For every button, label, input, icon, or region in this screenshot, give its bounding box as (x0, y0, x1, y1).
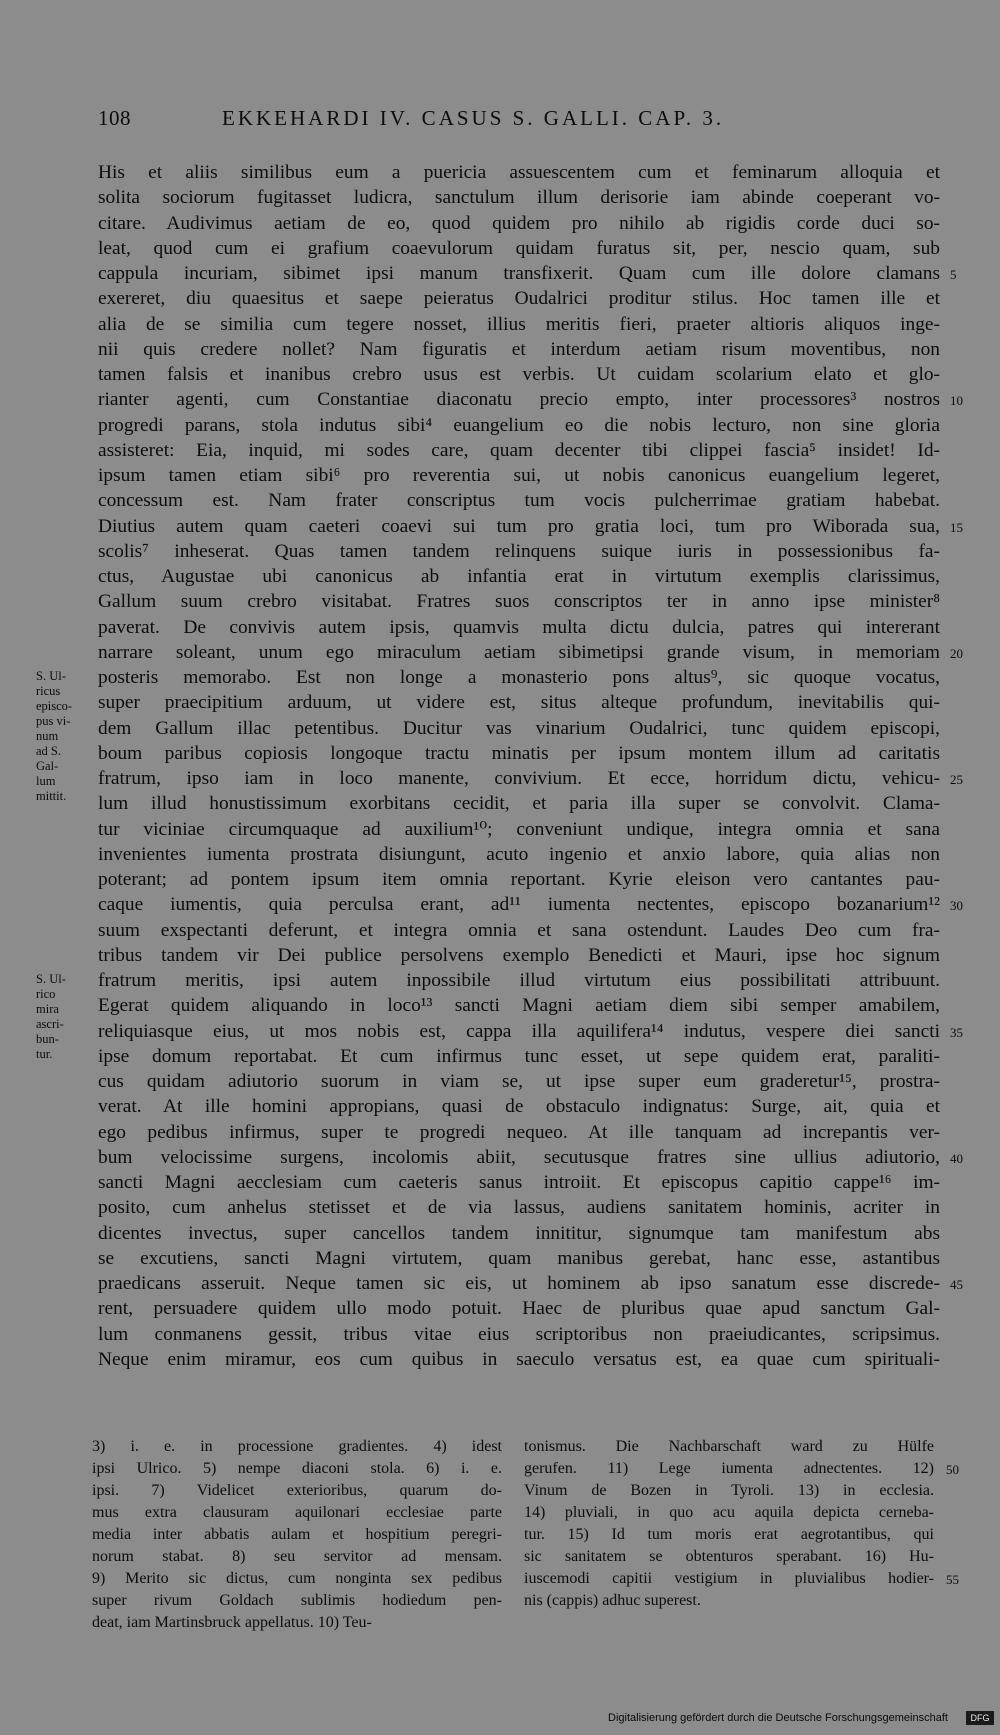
text-line: rent, persuadere quidem ullo modo potuit. Haec de pluribus quae apud sanctum Gal- (98, 1298, 940, 1320)
footnote-line: nis (cappis) adhuc superest. (524, 1592, 701, 1609)
line-number: 30 (950, 898, 963, 914)
text-line: narrare soleant, unum ego miraculum aetiam sibimetipsi grande visum, in memoriam (98, 641, 940, 663)
text-line: invenientes iumenta prostrata disiungunt, acuto ingenio et anxio labore, quia alias non (98, 843, 940, 865)
line-number: 10 (950, 393, 963, 409)
text-line: exereret, diu quaesitus et saepe peieratus Oudalrici proditur stilus. Hoc tamen ille et (98, 288, 940, 310)
text-line: ipsum tamen etiam sibi⁶ pro reverentia sui, ut nobis canonicus euangelium legeret, (98, 465, 940, 486)
line-number: 40 (950, 1150, 963, 1166)
line-number: 55 (946, 1572, 959, 1587)
text-line: solita sociorum fugitasset ludicra, sanctulum illum derisorie iam abinde coeperant vo- (98, 187, 940, 209)
digitization-credit: Digitalisierung gefördert durch die Deutsche Forschungsgemeinschaft (608, 1712, 948, 1724)
text-line: Egerat quidem aliquando in loco¹³ sancti Magni aetiam diem sibi semper amabilem, (98, 995, 940, 1017)
dfg-logo: DFG (966, 1711, 994, 1725)
text-line: suum exspectanti deferunt, et integra omnia et sana ostendunt. Laudes Deo cum fra- (98, 919, 940, 941)
text-line: caque iumentis, quia perculsa erant, ad¹¹ iumenta nectentes, episcopo bozanarium¹² (98, 894, 940, 916)
main-text (98, 160, 940, 1372)
text-line: cus quidam adiutorio suorum in viam se, ut ipse super eum graderetur¹⁵, prostra- (98, 1071, 940, 1092)
text-line: Diutius autem quam caeteri coaevi sui tum pro gratia loci, tum pro Wiborada sua, (98, 515, 940, 537)
line-number: 5 (950, 267, 957, 282)
footnote-line: media inter abbatis aulam et hospitium peregri- (92, 1526, 502, 1543)
footnote-line: Vinum de Bozen in Tyroli. 13) in ecclesia. (524, 1482, 934, 1499)
text-line: ego pedibus infirmus, super te progredi nequeo. At ille tanquam ad increpantis ver- (98, 1121, 940, 1143)
page-header (96, 106, 818, 134)
text-line: posteris memorabo. Est non longe a monasterio pons altus⁹, sic quoque vocatus, (98, 667, 940, 688)
text-line: super praecipitium arduum, ut videre est, situs alteque profundum, inevitabilis qui- (98, 692, 940, 714)
marginal-note: S. Ul- ricus episco- pus vi- num ad S. Gal- lum mittit. (36, 669, 73, 803)
text-line: scolis⁷ inheserat. Quas tamen tandem relinquens suique iuris in possessionibus fa- (98, 540, 940, 562)
line-number: 15 (950, 519, 963, 535)
footnote-line: 3) i. e. in processione gradientes. 4) idest (92, 1438, 502, 1455)
footnote-line: gerufen. 11) Lege iumenta adnectentes. 12) (524, 1460, 934, 1477)
text-line: ipse domum reportabat. Et cum infirmus tunc esset, ut sepe quidem erat, paraliti- (98, 1045, 940, 1067)
footnote-line: ipsi. 7) Videlicet exterioribus, quarum do- (92, 1482, 502, 1499)
text-line: leat, quod cum ei grafium coaevulorum quidam furatus sit, per, nescio quam, sub (98, 237, 940, 259)
marginal-note: S. Ul- rico mira ascri- bun- tur. (36, 972, 66, 1061)
text-line: rianter agenti, cum Constantiae diaconatu precio empto, inter processores³ nostros (98, 389, 940, 411)
footnote-line: mus extra clausuram aquilonari ecclesiae parte (92, 1504, 502, 1521)
text-line: lum illud honustissimum exorbitans cecidit, et paria illa super se convolvit. Clama- (98, 793, 940, 815)
footnote-line: tonismus. Die Nachbarschaft ward zu Hülfe (524, 1438, 934, 1455)
text-line: His et aliis similibus eum a puericia assuescentem cum et feminarum alloquia et (98, 162, 940, 183)
footnote-line: sic sanitatem se obtenturos sperabant. 16) Hu- (524, 1548, 934, 1565)
footnote-line: 9) Merito sic dictus, cum nonginta sex pedibus (92, 1570, 502, 1587)
text-line: tamen falsis et inanibus crebro usus est verbis. Ut cuidam scolarium elato et glo- (98, 364, 940, 385)
text-line: Gallum suum crebro visitabat. Fratres suos conscriptos ter in anno ipse minister⁸ (98, 591, 940, 613)
text-line: praedicans asseruit. Neque tamen sic eis, ut hominem ab ipso sanatum esse discrede- (98, 1273, 940, 1294)
text-line: boum paribus copiosis longoque tractu minatis per ipsum montem illum ad caritatis (98, 742, 940, 764)
footnote-line: super rivum Goldach sublimis hodiedum pen- (92, 1592, 502, 1609)
line-number: 25 (950, 772, 963, 787)
text-line: cappula incuriam, sibimet ipsi manum transfixerit. Quam cum ille dolore clamans (98, 263, 940, 284)
text-line: fratrum, ipso iam in loco manente, convivium. Et ecce, horridum dictu, vehicu- (98, 768, 940, 789)
text-line: verat. At ille homini appropians, quasi de obstaculo indignatus: Surge, ait, quia et (98, 1096, 940, 1118)
text-line: nii quis credere nollet? Nam figuratis et interdum aetiam risum moventibus, non (98, 338, 940, 360)
text-line: dem Gallum illac petentibus. Ducitur vas vinarium Oudalrici, tunc quidem episcopi, (98, 717, 940, 739)
text-line: concessum est. Nam frater conscriptus tum vocis pulcherrimae gratiam habebat. (98, 490, 940, 512)
running-title: EKKEHARDI IV. CASUS S. GALLI. CAP. 3. (222, 106, 725, 130)
text-line: posito, cum anhelus stetisset et de via lassus, audiens sanitatem hominis, acriter in (98, 1197, 940, 1219)
text-line: ctus, Augustae ubi canonicus ab infantia erat in virtutum exemplis clarissimus, (98, 566, 940, 587)
text-line: lum conmanens gessit, tribus vitae eius scriptoribus non praeiudicantes, scripsimus. (98, 1323, 940, 1345)
text-line: tur viciniae circumquaque ad auxilium¹⁰; conveniunt undique, integra omnia et sana (98, 818, 940, 840)
text-line: paverat. De convivis autem ipsis, quamvis multa dictu dulcia, patres qui intererant (98, 616, 940, 638)
text-line: tribus tandem vir Dei publice persolvens exemplo Benedicti et Mauri, ipse hoc signum (98, 944, 940, 966)
footnote-line: ipsi Ulrico. 5) nempe diaconi stola. 6) i. e. (92, 1460, 502, 1477)
line-number: 35 (950, 1024, 963, 1040)
line-number: 50 (946, 1462, 959, 1477)
line-number: 20 (950, 645, 963, 661)
line-number: 45 (950, 1277, 963, 1292)
text-line: bum velocissime surgens, incolomis abiit, secutusque fratres sine ullius adiutorio, (98, 1146, 940, 1168)
text-line: Neque enim miramur, eos cum quibus in saeculo versatus est, ea quae cum spirituali- (98, 1348, 940, 1370)
footnote-line: tur. 15) Id tum moris erat aegrotantibus, qui (524, 1526, 934, 1543)
footnote-line: iuscemodi capitii vestigium in pluvialibus hodier- (524, 1570, 934, 1587)
text-line: assisteret: Eia, inquid, mi sodes care, quam decenter tibi clippei fascia⁵ insidet! Id- (98, 439, 940, 461)
footnote-line: deat, iam Martinsbruck appellatus. 10) Teu- (92, 1614, 372, 1631)
text-line: progredi parans, stola indutus sibi⁴ euangelium eo die nobis lecturo, non sine gloria (98, 414, 940, 436)
page-number: 108 (98, 106, 131, 130)
text-line: dicentes invectus, super cancellos tandem innititur, signumque tam manifestum abs (98, 1222, 940, 1244)
text-line: reliquiasque eius, ut mos nobis est, cappa illa aquilifera¹⁴ indutus, vespere diei sancti (98, 1020, 940, 1042)
footnote-line: 14) pluviali, in quo acu aquila depicta cerneba- (524, 1504, 934, 1521)
text-line: poterant; ad pontem ipsum item omnia reportant. Kyrie eleison vero cantantes pau- (98, 869, 940, 890)
text-line: se excutiens, sancti Magni virtutem, quam manibus gerebat, hanc esse, astantibus (98, 1247, 940, 1269)
footnote-line: norum stabat. 8) seu servitor ad mensam. (92, 1548, 502, 1565)
text-line: citare. Audivimus aetiam de eo, quod quidem pro nihilo ab rigidis corde duci so- (98, 212, 940, 234)
text-line: fratrum meritis, ipsi autem inpossibile illud virtutum eius possibilitati attribuunt. (98, 970, 940, 991)
text-line: alia de se similia cum tegere nosset, illius meritis fieri, praeter altioris aliquos inge- (98, 313, 940, 335)
footnotes-left-column (92, 1436, 502, 1634)
text-line: sancti Magni aecclesiam cum caeteris sanus introiit. Et episcopus capitio cappe¹⁶ im- (98, 1172, 940, 1193)
footnotes-right-column (524, 1436, 934, 1612)
